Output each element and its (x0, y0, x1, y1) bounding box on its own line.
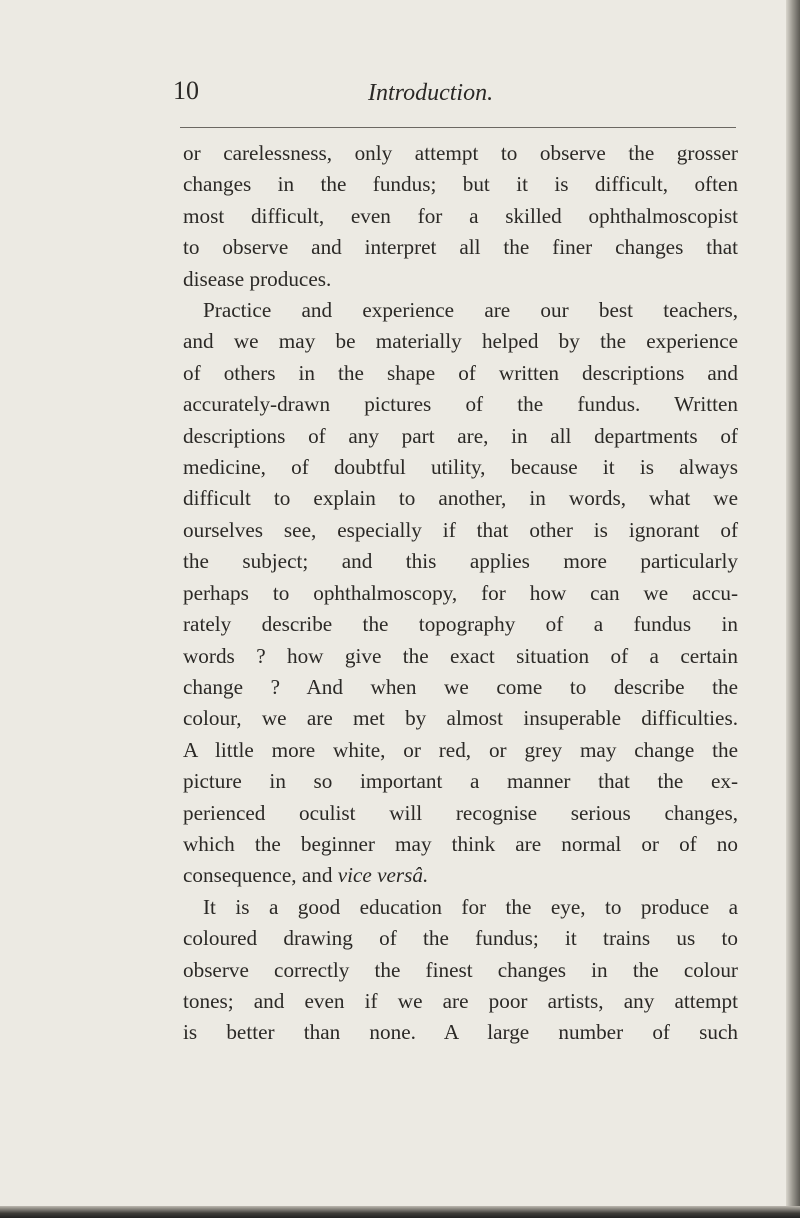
text-line (183, 860, 738, 891)
text-line: perhaps to ophthalmoscopy, for how can we accu- (183, 580, 738, 605)
text-line: tones; and even if we are poor artists, any attempt (183, 988, 738, 1013)
text-line: perienced oculist will recognise serious changes, (183, 800, 738, 825)
text-line: and we may be materially helped by the experience (183, 329, 738, 354)
text-line: or carelessness, only attempt to observe the grosser (183, 141, 738, 165)
page-bottom-shadow (0, 1206, 800, 1218)
text-line: descriptions of any part are, in all departments of (183, 423, 738, 448)
text-line: A little more white, or red, or grey may change the (183, 737, 738, 762)
text-line: words ? how give the exact situation of a certain (183, 643, 738, 668)
text-line: colour, we are met by almost insuperable difficulties. (183, 706, 738, 731)
text-line: Practice and experience are our best teachers, (203, 298, 738, 323)
text-line: ourselves see, especially if that other is ignorant of (183, 517, 738, 542)
text-line: picture in so important a manner that the ex- (183, 769, 738, 794)
text-line: medicine, of doubtful utility, because it is always (183, 455, 738, 480)
header-rule (180, 127, 736, 128)
text-line: is better than none. A large number of such (183, 1020, 738, 1045)
text-line: It is a good education for the eye, to produce a (203, 894, 738, 919)
text-line: to observe and interpret all the finer changes that (183, 235, 738, 260)
body-text (183, 138, 738, 1049)
text-line: most difficult, even for a skilled ophthalmoscopist (183, 203, 738, 228)
page-header (0, 76, 800, 116)
page-number: 10 (173, 76, 199, 105)
running-head: Introduction. (368, 80, 494, 106)
text-line: coloured drawing of the fundus; it trains us to (183, 926, 738, 951)
text-line: changes in the fundus; but it is difficult, often (183, 172, 738, 197)
text-line: accurately-drawn pictures of the fundus. Written (183, 392, 738, 417)
text-line: disease produces. (183, 266, 332, 291)
text-line: observe correctly the finest changes in the colour (183, 957, 738, 982)
text-line: which the beginner may think are normal or of no (183, 831, 738, 856)
text-line: difficult to explain to another, in words, what we (183, 486, 738, 511)
text-line: change ? And when we come to describe the (183, 674, 738, 699)
page-edge-shadow (786, 0, 800, 1218)
text-line-start: consequence, and (183, 863, 338, 888)
text-line: of others in the shape of written descriptions and (183, 360, 738, 385)
text-line: the subject; and this applies more particularly (183, 549, 738, 574)
text-line: rately describe the topography of a fundus in (183, 612, 738, 637)
italic-phrase: vice versâ. (337, 863, 429, 888)
